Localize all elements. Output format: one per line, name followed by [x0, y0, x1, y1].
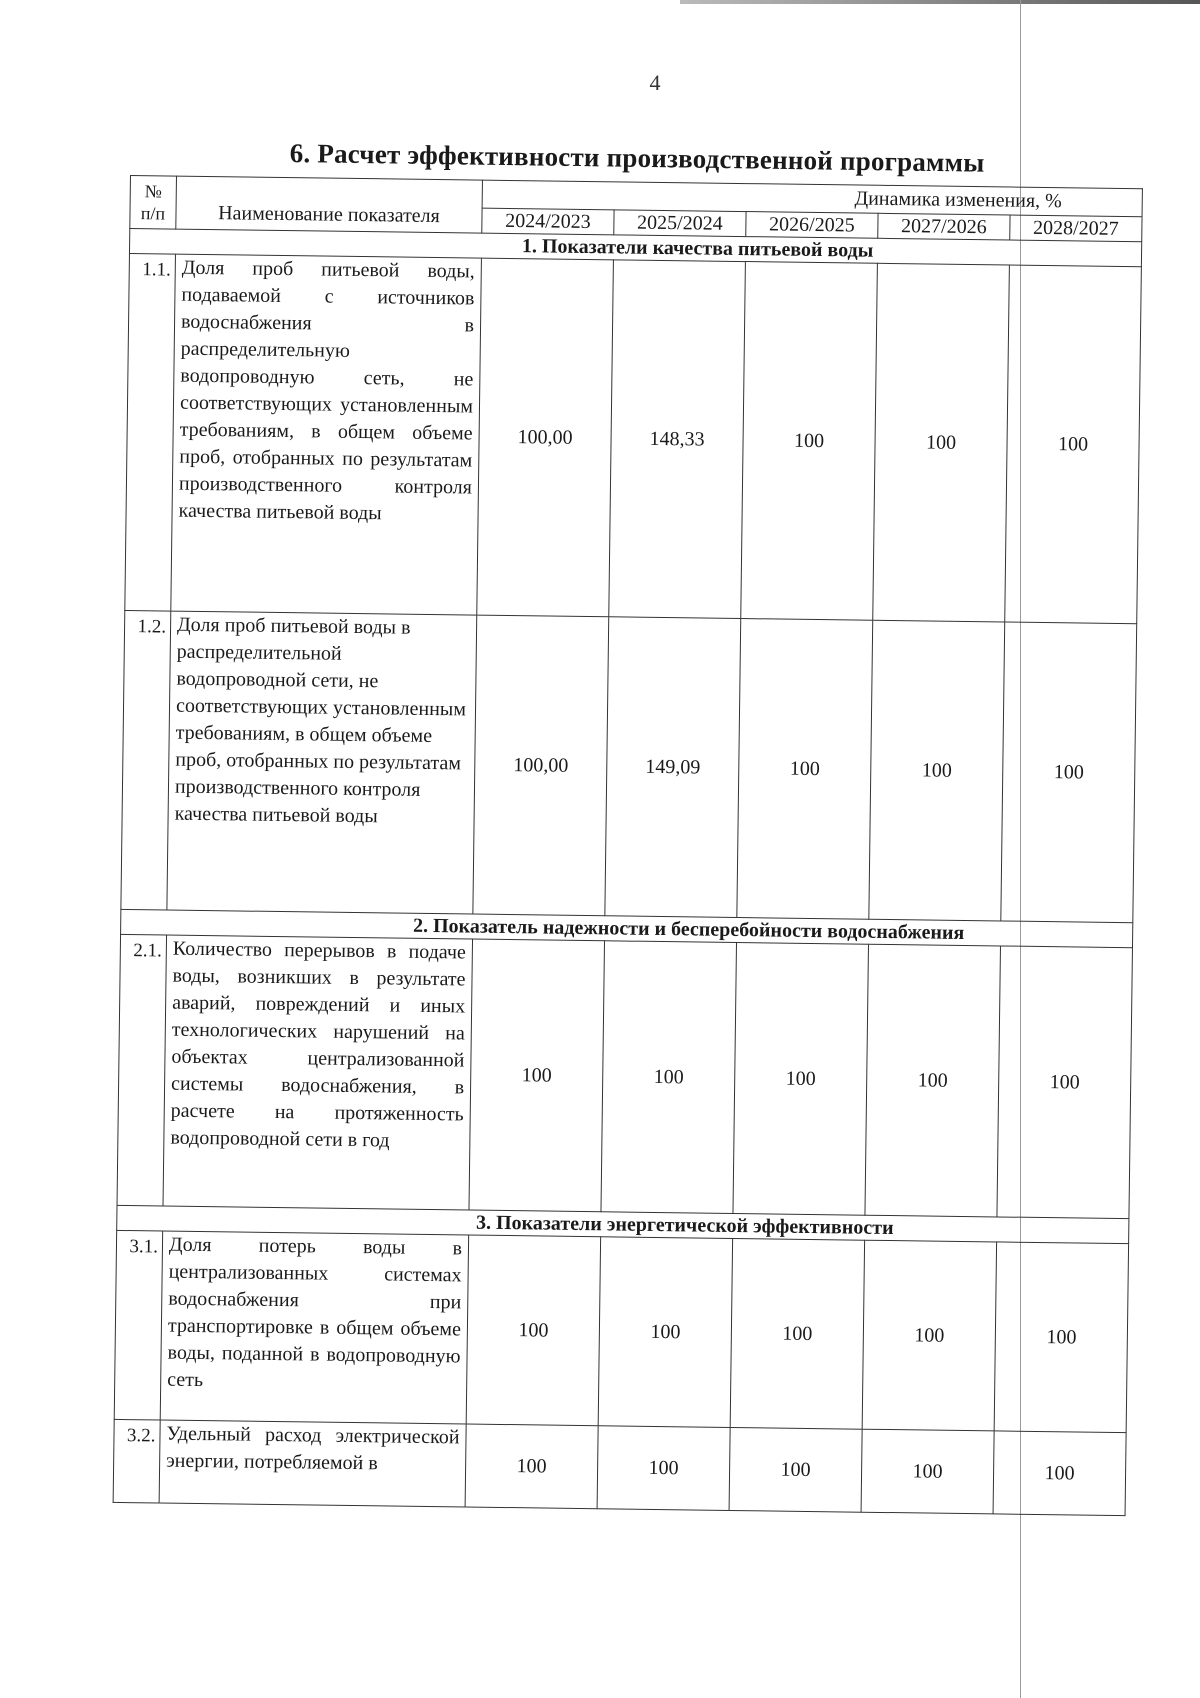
row-num: 3.1. [114, 1230, 162, 1420]
row-value: 100 [737, 619, 873, 920]
row-value: 148,33 [609, 260, 746, 619]
row-value: 100 [733, 943, 869, 1216]
table-row [117, 934, 1133, 1218]
page-number: 4 [649, 70, 661, 95]
row-value: 100 [597, 1426, 730, 1511]
row-value: 100 [861, 1429, 994, 1514]
row-value: 100 [466, 1235, 600, 1426]
header-num: № п/п [130, 176, 177, 230]
row-value: 100 [465, 1424, 598, 1509]
page-title: 6. Расчет эффективности производственной программы [289, 138, 985, 178]
row-num: 1.2. [121, 610, 171, 910]
efficiency-table-wrapper [113, 175, 1142, 1516]
header-year: 2024/2023 [482, 208, 614, 235]
section-title: 1. Показатели качества питьевой воды [129, 229, 1141, 267]
scan-artifact-top-line [680, 0, 1200, 4]
section-title: 3. Показатели энергетической эффективности [117, 1205, 1129, 1243]
row-value: 100,00 [473, 615, 609, 916]
row-value: 100 [729, 1427, 862, 1512]
header-dynamics: Динамика изменения, % [482, 180, 1142, 217]
table-row [113, 1419, 1126, 1515]
row-value: 100 [469, 939, 605, 1212]
row-value: 100 [862, 1240, 996, 1431]
row-value: 100 [869, 620, 1005, 921]
row-value: 100 [730, 1238, 864, 1429]
row-name: Доля проб питьевой воды в распределительной водопроводной сети, не соответствующих установленным требованиям, в общем объеме проб, отобранных по результатам производственного контроля качества питьевой воды [167, 611, 477, 914]
table-row [121, 610, 1137, 922]
header-year: 2028/2027 [1010, 215, 1142, 242]
header-name: Наименование показателя [176, 176, 483, 233]
row-value: 100 [1005, 265, 1142, 624]
row-value: 149,09 [605, 617, 741, 918]
row-num: 1.1. [125, 253, 176, 611]
row-num: 3.2. [113, 1419, 160, 1503]
header-year: 2027/2026 [878, 213, 1010, 240]
row-value: 100 [994, 1242, 1129, 1433]
row-value: 100 [1001, 622, 1137, 923]
row-name: Количество перерывов в подаче воды, возникших в результате аварий, повреждений и иных технологических нарушений на объектах централизованной системы водоснабжения, в расчете на протяженность водопроводной сети в год [163, 935, 473, 1210]
row-name: Удельный расход электрической энергии, потребляемой в [159, 1420, 466, 1507]
header-year: 2026/2025 [746, 212, 878, 239]
efficiency-table [113, 175, 1143, 1516]
row-value: 100 [865, 944, 1001, 1217]
row-value: 100,00 [477, 258, 614, 617]
row-value: 100 [598, 1237, 732, 1428]
row-value: 100 [601, 941, 737, 1214]
table-row [125, 253, 1142, 623]
row-name: Доля проб питьевой воды, подаваемой с источников водоснабжения в распределительную водопроводную сеть, не соответствующих установленным требованиям, в общем объеме проб, отобранных по результатам производственного контроля качества питьевой воды [171, 254, 482, 615]
row-value: 100 [997, 946, 1133, 1219]
header-year: 2025/2024 [614, 210, 746, 237]
row-value: 100 [873, 263, 1010, 622]
row-value: 100 [741, 262, 878, 621]
section-title: 2. Показатель надежности и бесперебойности водоснабжения [121, 909, 1133, 947]
row-num: 2.1. [117, 934, 167, 1206]
row-value: 100 [993, 1431, 1126, 1516]
table-row [114, 1230, 1128, 1432]
row-name: Доля потерь воды в централизованных системах водоснабжения при транспортировке в общем объеме воды, поданной в водопроводную сеть [160, 1231, 468, 1424]
